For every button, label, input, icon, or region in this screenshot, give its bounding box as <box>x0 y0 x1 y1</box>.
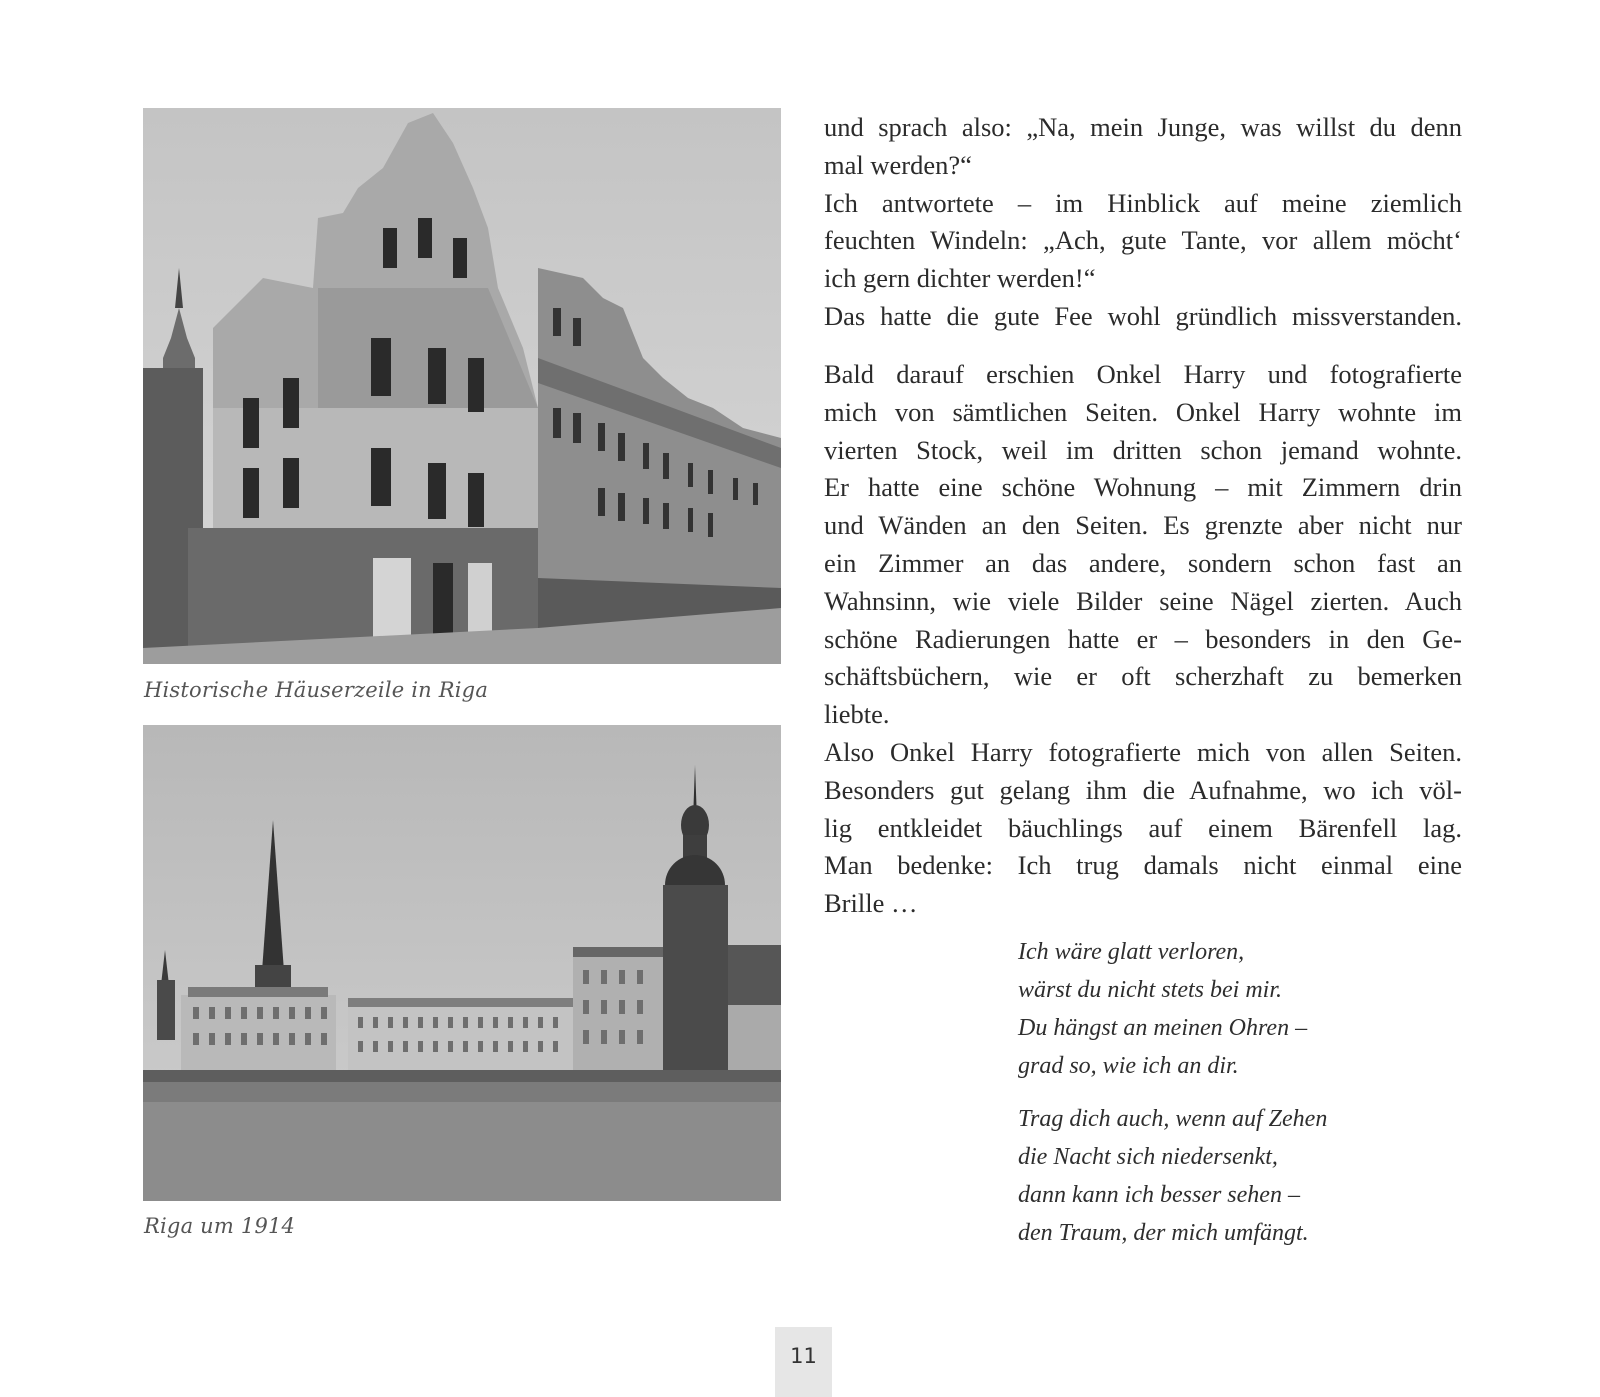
poem-stanza-1 <box>1018 933 1307 1085</box>
text-line: feuchten Windeln: „Ach, gute Tante, vor allem möcht‘ <box>824 225 1462 256</box>
photo-riga-skyline <box>143 725 781 1201</box>
text-line: vierten Stock, weil im dritten schon jemand wohnte. <box>824 434 1462 465</box>
poem-line: dann kann ich besser sehen – <box>1018 1182 1300 1208</box>
poem-line: Ich wäre glatt verloren, <box>1018 939 1245 965</box>
text-line: liebte. <box>824 699 890 730</box>
poem-line: Trag dich auch, wenn auf Zehen <box>1018 1106 1328 1132</box>
text-line: Besonders gut gelang ihm die Aufnahme, wo ich völ- <box>824 774 1462 805</box>
text-line: lig entkleidet bäuchlings auf einem Bärenfell lag. <box>824 812 1462 843</box>
text-line: Wahnsinn, wie viele Bilder seine Nägel zierten. Auch <box>824 585 1462 616</box>
text-line: Das hatte die gute Fee wohl gründlich missverstanden. <box>824 300 1462 331</box>
text-line: und Wänden an den Seiten. Es grenzte aber nicht nur <box>824 510 1462 541</box>
paragraph-1 <box>824 109 1462 336</box>
paragraph-2 <box>824 356 1462 923</box>
text-line: schöne Radierungen hatte er – besonders in den Ge- <box>824 623 1462 654</box>
text-line: mich von sämtlichen Seiten. Onkel Harry wohnte im <box>824 396 1462 427</box>
text-line: Ich antwortete – im Hinblick auf meine ziemlich <box>824 187 1462 218</box>
poem-line: grad so, wie ich an dir. <box>1018 1053 1239 1079</box>
text-line: ein Zimmer an das andere, sondern schon fast an <box>824 547 1462 578</box>
text-line: Also Onkel Harry fotografierte mich von allen Seiten. <box>824 736 1462 767</box>
poem-line: wärst du nicht stets bei mir. <box>1018 977 1283 1003</box>
photo-caption: Historische Häuserzeile in Riga <box>144 678 489 702</box>
text-line: Bald darauf erschien Onkel Harry und fotografierte <box>824 359 1462 389</box>
text-line: Er hatte eine schöne Wohnung – mit Zimmern drin <box>824 472 1462 503</box>
poem-stanza-2 <box>1018 1100 1327 1252</box>
photo-historic-houses <box>143 108 781 664</box>
poem-line: den Traum, der mich umfängt. <box>1018 1220 1309 1246</box>
text-line: schäftsbüchern, wie er oft scherzhaft zu bemerken <box>824 661 1462 692</box>
text-line: Man bedenke: Ich trug damals nicht einmal eine <box>824 850 1462 881</box>
page-number: 11 <box>775 1327 832 1397</box>
photo-caption: Riga um 1914 <box>144 1214 296 1238</box>
text-line: und sprach also: „Na, mein Junge, was willst du denn <box>824 112 1462 142</box>
poem-line: Du hängst an meinen Ohren – <box>1018 1015 1308 1041</box>
poem-line: die Nacht sich niedersenkt, <box>1018 1144 1278 1170</box>
text-line: mal werden?“ <box>824 149 972 180</box>
text-line: Brille … <box>824 888 918 919</box>
text-line: ich gern dichter werden!“ <box>824 263 1096 294</box>
